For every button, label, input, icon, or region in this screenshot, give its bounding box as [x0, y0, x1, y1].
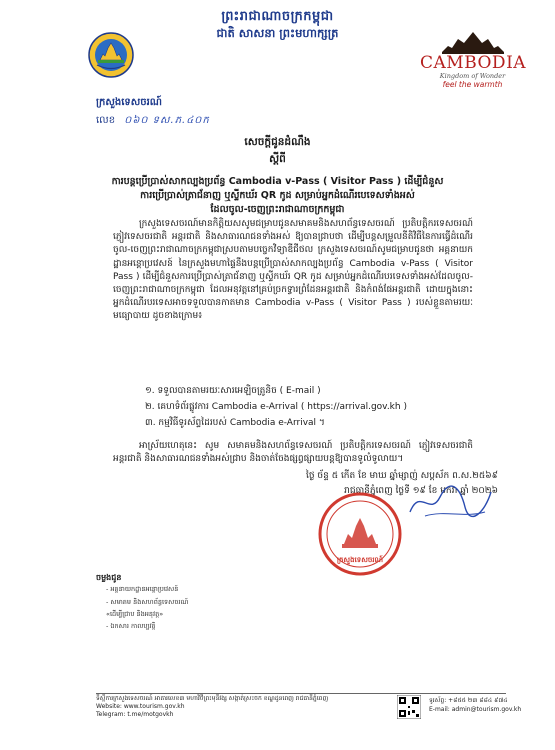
- footer-email: E-mail: admin@tourism.gov.kh: [429, 706, 522, 713]
- reference-number: [96, 113, 210, 128]
- ministry-seal-logo: [88, 32, 134, 78]
- notice-title: សេចក្តីជូនដំណឹង: [244, 136, 311, 148]
- body-paragraph-2: អាស្រ័យហេតុនេះ សូម សមាគមនិងសហព័ន្ធទេសចរណ៍ ប្រតិបត្តិករទេសចរណ៍ ភ្ញៀវទេសចរជាតិ អន្តរជាតិ និងសាធារណជនទាំងអស់ជ្រាប និងចាត់ចែងផ្សព្វផ្សាយបន្តឱ្យបានទូលំទូលាយ។: [113, 441, 473, 465]
- signature: [405, 482, 495, 522]
- recipient-item: «ដើម្បីជ្រាប និងអនុវត្ត»: [106, 610, 164, 618]
- kingdom-heading: ព្រះរាជាណាចក្រកម្ពុជា: [221, 9, 334, 24]
- footer-phone: ទូរស័ព្ទ: +៨៥៥ ២៣ ៨៨៤ ៩៧៤: [429, 697, 508, 704]
- notice-subject-label: ស្តីពី: [269, 153, 286, 165]
- recipient-item: - ឯកសារ កាលប្បវត្តិ: [106, 622, 156, 630]
- method-item: ១. ទទួលបានតាមរយៈសារអេឡិចត្រូនិច ( E-mail ): [145, 386, 321, 396]
- brand-tagline: feel the warmth: [442, 80, 503, 89]
- notice-subject: [0, 175, 555, 217]
- lunar-date: ថ្ងៃ ច័ន្ទ ៥ កើត ខែ មាឃ ឆ្នាំម្សាញ់ សប្តស័ក ព.ស.២៥៦៩: [306, 471, 498, 481]
- subject-line-1: ការបន្តប្រើប្រាស់សាកល្បងប្រព័ន្ធ Cambodia v-Pass ( Visitor Pass ) ដើម្បីជំនួស: [111, 176, 444, 187]
- brand-name: CAMBODIA: [420, 53, 527, 73]
- method-item: ២. គេហទំព័រផ្លូវការ Cambodia e-Arrival ( https://arrival.gov.kh ): [145, 402, 407, 412]
- qr-code-icon: [397, 695, 421, 719]
- national-motto: ជាតិ សាសនា ព្រះមហាក្សត្រ: [216, 26, 339, 40]
- subject-line-3: ដែលចូល-ចេញព្រះរាជាណាចក្រកម្ពុជា: [210, 204, 345, 215]
- method-item: ៣. កម្មវិធីទូរស័ព្ទដៃរបស់ Cambodia e-Arrival ។: [145, 418, 325, 428]
- reference-label: លេខ: [96, 115, 116, 126]
- copy-to-heading: ចម្លងជូន: [96, 573, 122, 582]
- footer-website: Website: www.tourism.gov.kh: [96, 703, 185, 710]
- solar-date: រាជធានីភ្នំពេញ ថ្ងៃទី ១៩ ខែ មករា ឆ្នាំ ២០២៦: [344, 486, 498, 496]
- cambodia-brand-logo: [420, 30, 525, 90]
- footer-telegram: Telegram: t.me/motgovkh: [96, 711, 174, 718]
- recipient-item: - អគ្គនាយកដ្ឋានអន្តោប្រវេសន៍: [106, 585, 179, 593]
- reference-handwritten: ០៦០ ទស.ភ.៤០ក: [124, 115, 210, 126]
- subject-line-2: ការប្រើប្រាស់ត្រាជ័នាញ ឬស្ទីកឃ័រ QR កូដ សម្រាប់អ្នកដំណើរបេទេសទាំងអស់: [140, 190, 415, 201]
- angkor-temple-icon: [440, 30, 506, 54]
- footer-divider: [96, 693, 506, 694]
- body-paragraph-1: ក្រសួងទេសចរណ៍មានកិត្តិយសសូមជម្រាបជូនសមាគមនិងសហព័ន្ធទេសចរណ៍ ប្រតិបត្តិករទេសចរណ៍ ភ្ញៀវទេសចរជាតិ អន្តរជាតិ និងសាធារណជនទាំងអស់ ឱ្យបានជ្រាបថា ដើម្បីបន្តសម្រួលនីតិវិធីនៃការធ្វើដំណើរចូល-ចេញព្រះរាជាណាចក្រកម្ពុជាស្របតាមបច្ចេកវិទ្យាឌីជីថល ក្រសួងទេសចរណ៍សូមជម្រាបជូនថា អគ្គនាយកដ្ឋានអន្តោប្រវេសន៍ នៃក្រសួងមហាផ្ទៃនឹងបន្តប្រើប្រាស់សាកល្បងប្រព័ន្ធ Cambodia v-Pass ( Visitor Pass ) ដើម្បីជំនួសការប្រើប្រាស់ត្រាជ័នាញ ឬស្ទីកឃ័រ QR កូដ សម្រាប់អ្នកដំណើរបរទេសទាំងអស់ដែលចូល-ចេញព្រះរាជាណាចក្រកម្ពុជា ដែលអនុវត្តនៅគ្រប់ច្រកទ្វារព្រំដែនអន្តរជាតិ និងកំពង់ផែអន្តរជាតិ ដោយក្នុងនោះ អ្នកដំណើរបរទេសអាចទទួលបានកាតមាន Cambodia v-Pass ( Visitor Pass ) របស់ខ្លួនតាមរយៈមធ្យោបាយ ដូចខាងក្រោម៖: [113, 219, 473, 322]
- official-stamp: [318, 492, 402, 576]
- brand-subtitle: Kingdom of Wonder: [439, 72, 506, 80]
- recipient-item: - សមាគម និងសហព័ន្ធទេសចរណ៍: [106, 598, 189, 606]
- ministry-name: ក្រសួងទេសចរណ៍: [96, 97, 162, 108]
- stamp-text: ក្រសួងទេសចរណ៍: [336, 556, 384, 564]
- footer-address: ទីស្តីការក្រសួងទេសចរណ៍ អាគារលេខ៣ មហាវិថីព្រះមុនីវង្ស សង្កាត់ស្រះចក ខណ្ឌដូនពេញ រាជធានីភ្នំពេញ: [96, 695, 329, 702]
